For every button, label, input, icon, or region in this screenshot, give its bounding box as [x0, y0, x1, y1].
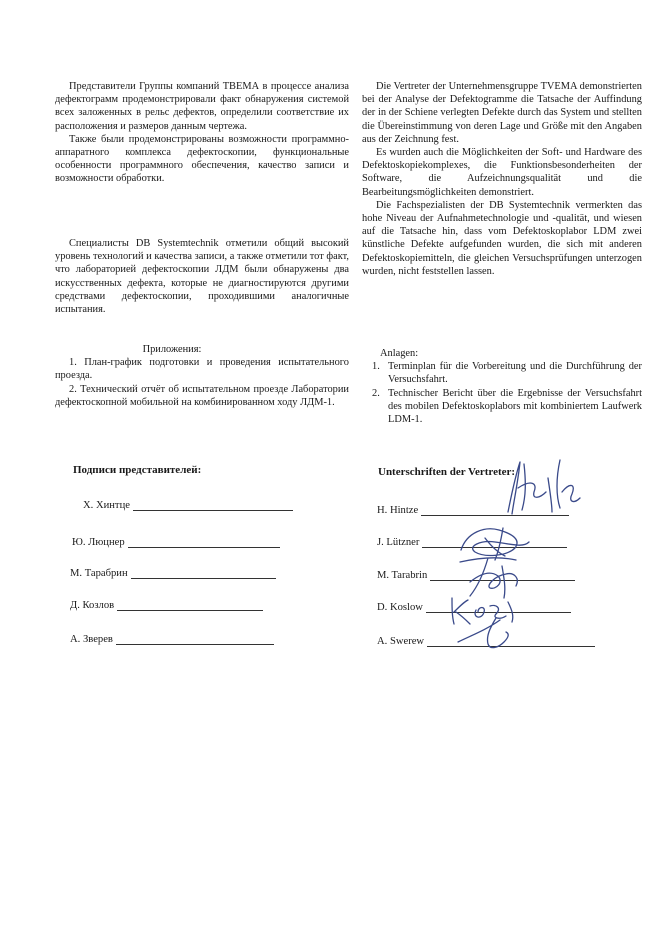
ru-signatures-title: Подписи представителей: [73, 464, 202, 476]
ru-signatory-name: Х. Хинтце [83, 500, 130, 511]
signature-line [128, 537, 280, 548]
ru-attachments-title: Приложения: [142, 344, 202, 355]
de-attachment-text: Technischer Bericht über die Ergebnisse der Versuchsfahrt des mobilen Defektoskoplabors mit kombiniertem Laufwerk LDM-1. [388, 387, 642, 426]
russian-text-block [55, 80, 349, 186]
handwritten-signature-hintze [490, 452, 590, 524]
handwritten-signature-swerew [450, 608, 520, 652]
signature-line [133, 500, 293, 511]
de-attachment-item [372, 387, 642, 427]
de-attachment-num: 2. [372, 387, 380, 399]
ru-signatory-name: М. Тарабрин [70, 568, 128, 579]
ru-signature-row [70, 600, 263, 611]
de-attachments-title: Anlagen: [380, 348, 419, 359]
de-paragraph-2: Es wurden auch die Möglichkeiten der Soft- und Hardware des Defektoskopiekomplexes, die Funktionsbesonderheiten der Software, die Aufzeichnungsqualität und die Bearbeitungsmöglichkeiten demonstriert. [362, 147, 642, 198]
de-attachment-item [372, 360, 642, 386]
german-attachments [372, 347, 642, 426]
ru-signature-row [72, 537, 280, 548]
ru-attachment-item: 2. Технический отчёт об испытательном проезде Лаборатории дефектоскопной мобильной на комбинированном ходу ЛДМ-1. [55, 383, 349, 408]
russian-text-block-2 [55, 237, 349, 316]
de-signatory-name: A. Swerew [377, 636, 425, 647]
ru-signature-row [70, 568, 276, 579]
de-signatory-name: H. Hintze [377, 505, 419, 516]
de-paragraph-3: Die Fachspezialisten der DB Systemtechnik vermerkten das hohe Niveau der Aufnahmetechnologie und -qualität, und wiesen auf die Tatsache hin, dass vom Defektoskoplabor LDM zwei künstliche Defekte aufgefunden wurden, die sich mit anderen Defektoskopiemitteln, die gleichen Versuchsprüfungen unterzogen wurden, nicht feststellen lassen. [362, 199, 642, 277]
de-signatures-title: Unterschriften der Vertreter: [378, 466, 516, 478]
signature-line [117, 600, 263, 611]
de-attachment-num: 1. [372, 361, 380, 373]
ru-signatory-name: Ю. Люцнер [72, 537, 125, 548]
ru-paragraph-1: Представители Группы компаний ТВЕМА в процессе анализа дефектограмм продемонстрировали факт обнаружения системой всех заложенных в рельс дефектов, определили соответствие их расположения и размеров данным чертежа. [55, 81, 349, 132]
signature-line [116, 634, 274, 645]
ru-paragraph-3: Специалисты DB Systemtechnik отметили общий высокий уровень технологий и качества записи, а также отметили тот факт, что лабораторией дефектоскопии ЛДМ были обнаружены два искусственных дефекта, которые не диагностируются другими средствами дефектоскопии, проходившими аналогичные испытания. [55, 238, 349, 316]
ru-signatory-name: А. Зверев [70, 634, 113, 645]
russian-attachments [55, 343, 349, 409]
de-attachment-text: Terminplan für die Vorbereitung und die Durchführung der Versuchsfahrt. [388, 361, 642, 386]
ru-signatory-name: Д. Козлов [70, 600, 115, 611]
de-signatory-name: M. Tarabrin [377, 570, 428, 581]
german-text-block [362, 80, 642, 278]
ru-signature-row [70, 634, 274, 645]
ru-attachment-item: 1. План-график подготовки и проведения испытательного проезда. [55, 357, 349, 382]
de-signatory-name: D. Koslow [377, 602, 423, 613]
de-paragraph-1: Die Vertreter der Unternehmensgruppe TVEMA demonstrierten bei der Analyse der Defektogramme die Tatsache der Auffindung der in der Schiene verlegten Defekte durch das System und stellten die Übereinstimmung von deren Lage und Größe mit den Angaben aus der Zeichnung fest. [362, 81, 642, 145]
ru-signature-row [83, 500, 293, 511]
signature-line [131, 568, 276, 579]
ru-paragraph-2: Также были продемонстрированы возможности программно-аппаратного комплекса дефектоскопии, функциональные особенности программного обеспечения, качество записи и возможности обработки. [55, 133, 349, 185]
de-signatory-name: J. Lützner [377, 537, 420, 548]
